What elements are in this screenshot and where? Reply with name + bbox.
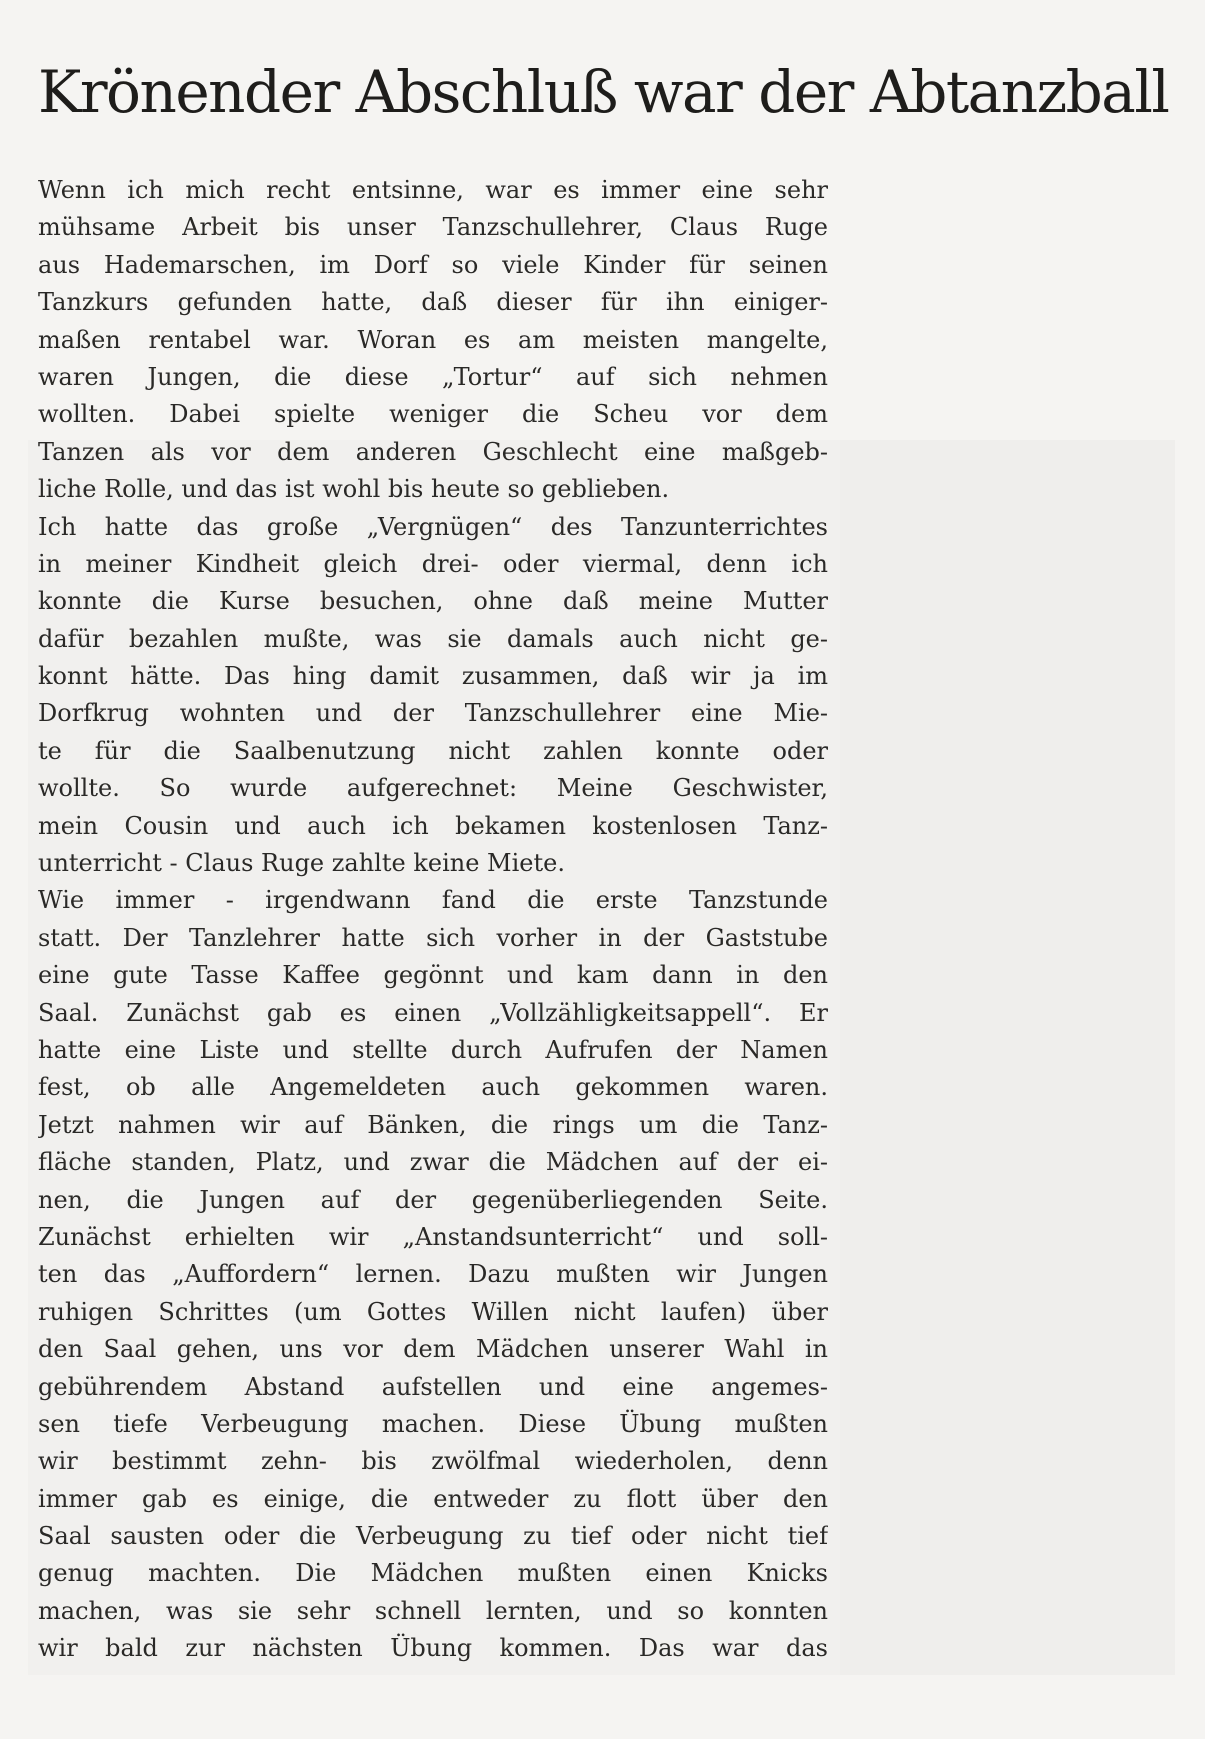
text-line: wollten. Dabei spielte weniger die Scheu vor dem	[38, 400, 828, 429]
text-line: konnte die Kurse besuchen, ohne daß meine Mutter	[38, 587, 828, 616]
text-line: maßen rentabel war. Woran es am meisten mangelte,	[38, 325, 828, 354]
text-line: Tanzkurs gefunden hatte, daß dieser für ihn einiger-	[38, 288, 828, 317]
text-line: den Saal gehen, uns vor dem Mädchen unserer Wahl in	[38, 1335, 828, 1364]
text-line: Tanzen als vor dem anderen Geschlecht eine maßgeb-	[38, 437, 828, 466]
article-title: Krönender Abschluß war der Abtanzball	[38, 58, 1169, 126]
text-line: fläche standen, Platz, und zwar die Mädchen auf der ei-	[38, 1148, 828, 1177]
text-line: aus Hademarschen, im Dorf so viele Kinder für seinen	[38, 250, 828, 279]
text-line: Saal sausten oder die Verbeugung zu tief oder nicht tief	[38, 1522, 828, 1551]
text-line: eine gute Tasse Kaffee gegönnt und kam dann in den	[38, 961, 828, 990]
text-line: te für die Saalbenutzung nicht zahlen konnte oder	[38, 736, 828, 765]
text-line: gebührendem Abstand aufstellen und eine angemes-	[38, 1372, 828, 1401]
text-line: machen, was sie sehr schnell lernten, und so konnten	[38, 1596, 828, 1625]
text-line: waren Jungen, die diese „Tortur“ auf sich nehmen	[38, 362, 828, 391]
text-line: unterricht - Claus Ruge zahlte keine Miete.	[38, 849, 565, 878]
text-line: Wenn ich mich recht entsinne, war es immer eine sehr	[38, 176, 828, 204]
text-line: wollte. So wurde aufgerechnet: Meine Geschwister,	[38, 774, 828, 803]
text-line: dafür bezahlen mußte, was sie damals auch nicht ge-	[38, 624, 828, 653]
text-line: genug machten. Die Mädchen mußten einen Knicks	[38, 1559, 828, 1588]
text-line: fest, ob alle Angemeldeten auch gekommen waren.	[38, 1073, 828, 1102]
text-line: Saal. Zunächst gab es einen „Vollzähligkeitsappell“. Er	[38, 998, 828, 1027]
text-line: Jetzt nahmen wir auf Bänken, die rings um die Tanz-	[38, 1110, 828, 1139]
text-line: immer gab es einige, die entweder zu flott über den	[38, 1484, 828, 1513]
text-line: sen tiefe Verbeugung machen. Diese Übung mußten	[38, 1409, 828, 1438]
text-line: statt. Der Tanzlehrer hatte sich vorher in der Gaststube	[38, 923, 828, 952]
text-line: Wie immer - irgendwann fand die erste Tanzstunde	[38, 886, 828, 915]
text-line: wir bestimmt zehn- bis zwölfmal wiederholen, denn	[38, 1447, 828, 1476]
text-line: ruhigen Schrittes (um Gottes Willen nicht laufen) über	[38, 1297, 828, 1326]
text-line: hatte eine Liste und stellte durch Aufrufen der Namen	[38, 1035, 828, 1064]
text-line: liche Rolle, und das ist wohl bis heute so geblieben.	[38, 475, 670, 504]
text-line: Zunächst erhielten wir „Anstandsunterricht“ und soll-	[38, 1222, 828, 1251]
background-panel-right	[840, 440, 1175, 1675]
text-line: konnt hätte. Das hing damit zusammen, daß wir ja im	[38, 662, 828, 691]
text-line: in meiner Kindheit gleich drei- oder viermal, denn ich	[38, 549, 828, 578]
text-line: Dorfkrug wohnten und der Tanzschullehrer eine Mie-	[38, 699, 828, 728]
text-line: wir bald zur nächsten Übung kommen. Das war das	[38, 1634, 828, 1663]
text-line: ten das „Auffordern“ lernen. Dazu mußten wir Jungen	[38, 1260, 828, 1289]
text-line: mein Cousin und auch ich bekamen kostenlosen Tanz-	[38, 811, 828, 840]
text-line: Ich hatte das große „Vergnügen“ des Tanzunterrichtes	[38, 512, 828, 541]
text-line: nen, die Jungen auf der gegenüberliegenden Seite.	[38, 1185, 828, 1214]
text-line: mühsame Arbeit bis unser Tanzschullehrer, Claus Ruge	[38, 213, 828, 242]
article-body	[38, 172, 828, 1668]
